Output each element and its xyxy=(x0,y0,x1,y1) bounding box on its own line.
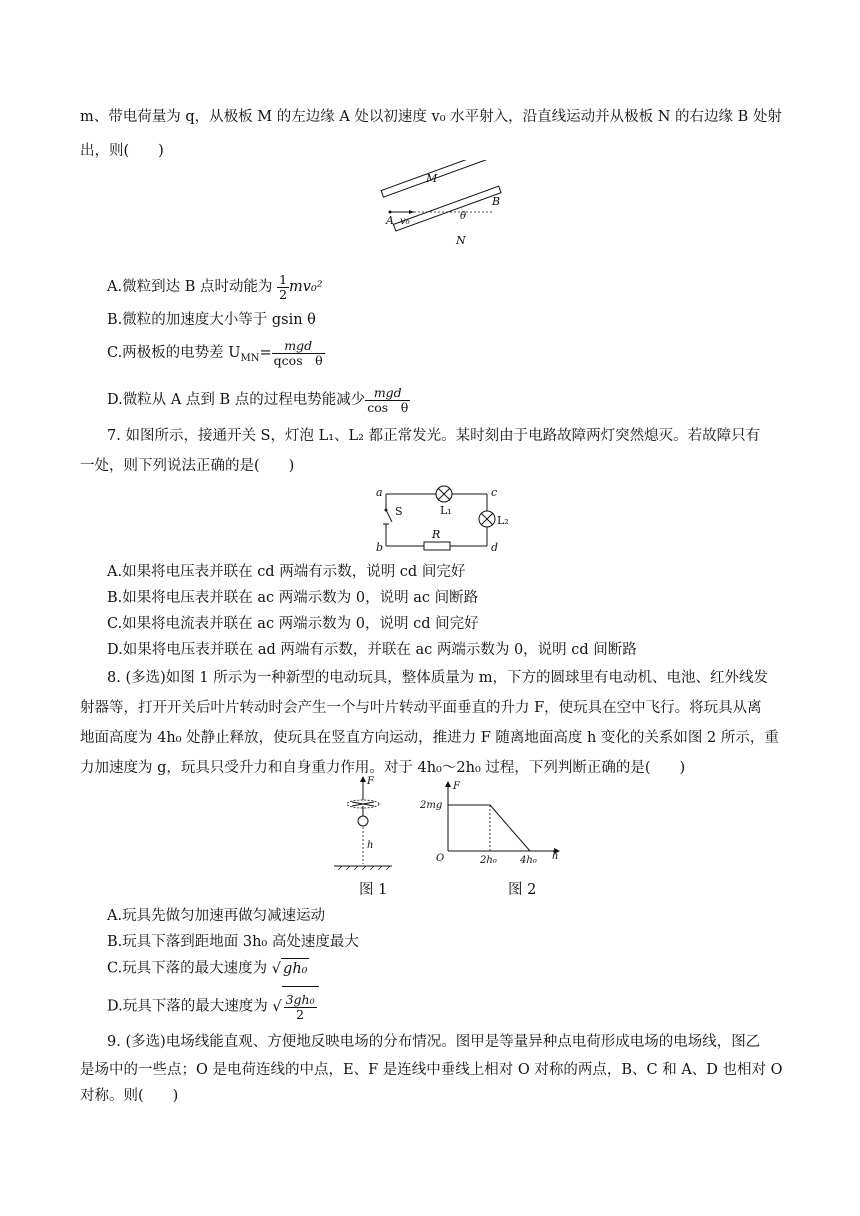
q6-label-theta: θ xyxy=(460,211,467,222)
q7-label-a: a xyxy=(376,486,383,499)
q8-figure2-graph xyxy=(418,775,568,870)
q6-plates-figure xyxy=(380,160,520,260)
q7-stem-line2: 一处，则下列说法正确的是( ) xyxy=(80,458,295,474)
q7-label-c: c xyxy=(491,486,498,499)
q7-option-c[interactable]: C.如果将电流表并联在 ac 两端示数为 0，说明 cd 间完好 xyxy=(107,616,479,632)
q8-figure1-caption: 图 1 xyxy=(359,882,388,898)
q6-option-a-text: A.微粒到达 B 点时动能为 xyxy=(107,279,278,295)
q8-fig1-label-F: F xyxy=(367,776,374,787)
q9-stem-line3: 对称。则( ) xyxy=(80,1088,179,1104)
q8-stem-line3: 地面高度为 4h₀ 处静止释放，使玩具在竖直方向运动，推进力 F 随离地面高度 h 变化的关系如图 2 所示，重 xyxy=(80,730,779,746)
q7-option-d[interactable]: D.如果将电压表并联在 ad 两端有示数，并联在 ac 两端示数为 0，说明 cd 间断路 xyxy=(107,642,637,658)
q8-option-d-text: D.玩具下落的最大速度为 xyxy=(107,998,273,1015)
q6-option-c-sub: MN xyxy=(240,352,260,364)
q8-option-d-sqrt: √ $\frac{\text{3gh₀}}{2}$ xyxy=(272,986,318,1027)
q7-label-L1: L₁ xyxy=(440,504,452,517)
q6-option-b[interactable]: B.微粒的加速度大小等于 gsin θ xyxy=(107,312,316,328)
q7-circuit-figure xyxy=(370,480,520,558)
q8-option-a[interactable]: A.玩具先做匀加速再做匀减速运动 xyxy=(107,908,326,924)
q6-option-c[interactable] xyxy=(107,336,325,376)
q7-option-b[interactable]: B.如果将电压表并联在 ac 两端示数为 0，说明 ac 间断路 xyxy=(107,590,479,606)
q8-option-d[interactable] xyxy=(107,986,319,1027)
q6-stem-line1: m、带电荷量为 q，从极板 M 的左边缘 A 处以初速度 v₀ 水平射入，沿直线运动并从极板 N 的右边缘 B 处射 xyxy=(80,109,782,125)
q9-stem-line1: 9. (多选)电场线能直观、方便地反映电场的分布情况。图甲是等量异种点电荷形成电场的电场线，图乙 xyxy=(107,1034,761,1050)
q6-option-d[interactable] xyxy=(107,383,410,417)
q6-label-v0: v₀ xyxy=(400,216,410,227)
q8-option-b[interactable]: B.玩具下落到距地面 3h₀ 高处速度最大 xyxy=(107,934,359,950)
q8-fig2-label-2mg: 2mg xyxy=(420,800,443,811)
q6-label-B: B xyxy=(492,195,501,208)
q7-label-R: R xyxy=(432,528,441,541)
q7-label-d: d xyxy=(491,541,499,554)
q8-stem-line1: 8. (多选)如图 1 所示为一种新型的电动玩具，整体质量为 m，下方的圆球里有电动机、电池、红外线发 xyxy=(107,670,769,686)
q6-option-d-fraction: $\frac{\text{mgd}}{\text{cos θ}}$ xyxy=(367,384,409,415)
q7-label-L2: L₂ xyxy=(497,514,509,527)
q8-fig2-label-h: h xyxy=(552,851,559,862)
q6-option-c-fraction: $\frac{\text{mgd}}{\text{qcos θ}}$ xyxy=(273,337,323,368)
q6-stem-line2: 出，则( ) xyxy=(80,143,164,159)
q6-option-a-fraction: $\frac{1}{2}$ xyxy=(279,271,288,302)
q8-figure1-toy xyxy=(330,772,400,872)
q8-fig2-label-O: O xyxy=(436,853,445,864)
q8-figure2-caption: 图 2 xyxy=(508,882,537,898)
q8-fig2-label-2h0: 2h₀ xyxy=(480,855,497,866)
q7-label-b: b xyxy=(376,541,384,554)
q8-fig2-label-4h0: 4h₀ xyxy=(520,855,537,866)
q7-label-S: S xyxy=(395,505,403,518)
q8-stem-line2: 射器等，打开开关后叶片转动时会产生一个与叶片转动平面垂直的升力 F，使玩具在空中飞行。将玩具从离 xyxy=(80,700,762,716)
q8-option-c-sqrt: √ gh₀ xyxy=(272,958,310,979)
q6-option-a[interactable] xyxy=(107,270,323,304)
q6-option-d-text: D.微粒从 A 点到 B 点的过程电势能减少 xyxy=(107,392,366,408)
q8-option-c[interactable] xyxy=(107,958,309,979)
q7-option-a[interactable]: A.如果将电压表并联在 cd 两端有示数，说明 cd 间完好 xyxy=(107,564,466,580)
q6-option-c-eq: = xyxy=(259,345,272,361)
q6-option-a-suffix: mv₀² xyxy=(289,279,323,295)
q6-label-A: A xyxy=(386,214,394,227)
q8-stem-line4: 力加速度为 g，玩具只受升力和自身重力作用。对于 4h₀～2h₀ 过程，下列判断正确的是( ) xyxy=(80,760,686,776)
q6-option-c-text: C.两极板的电势差 U xyxy=(107,345,241,361)
q7-stem-line1: 7. 如图所示，接通开关 S，灯泡 L₁、L₂ 都正常发光。某时刻由于电路故障两灯突然熄灭。若故障只有 xyxy=(107,428,761,444)
q8-fig1-label-h: h xyxy=(367,840,374,851)
q8-fig2-label-F: F xyxy=(453,781,460,792)
q8-option-c-text: C.玩具下落的最大速度为 xyxy=(107,960,272,977)
q9-stem-line2: 是场中的一些点；O 是电荷连线的中点，E、F 是连线中垂线上相对 O 对称的两点，B、C 和 A、D 也相对 O xyxy=(80,1062,783,1078)
q6-label-N: N xyxy=(456,234,466,247)
q6-label-M: M xyxy=(426,172,438,185)
